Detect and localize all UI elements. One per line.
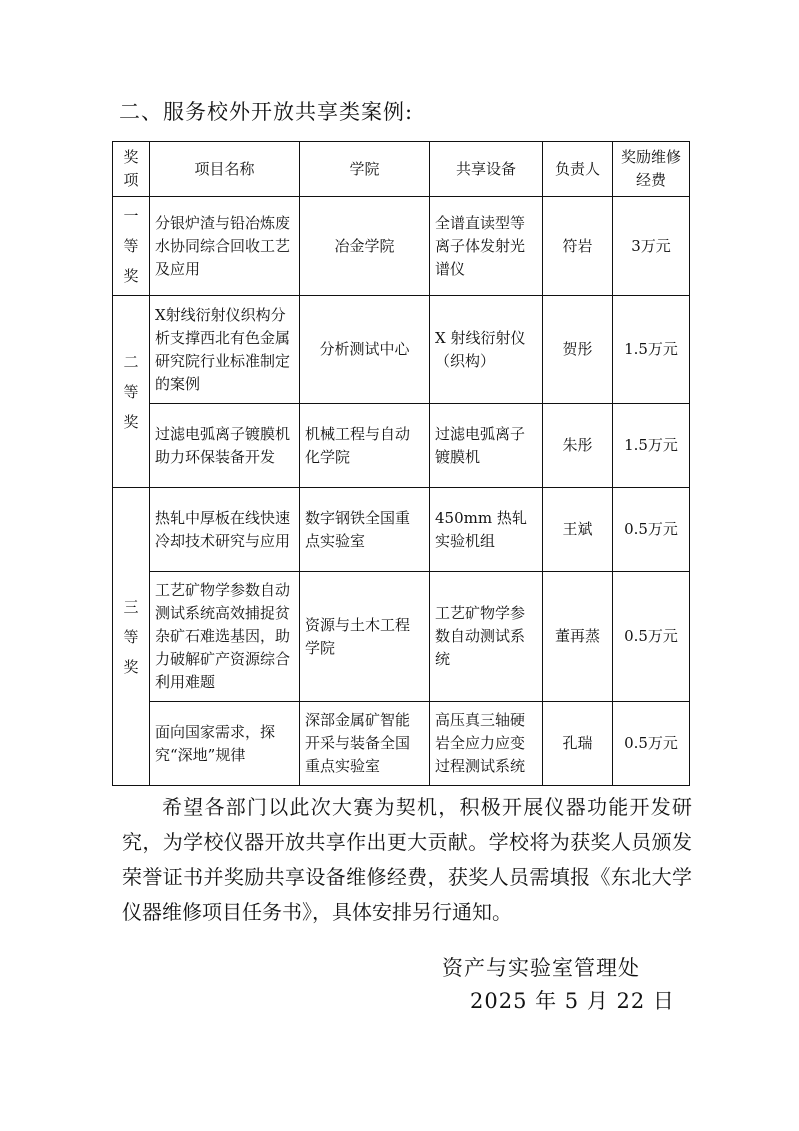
college-name: 资源与土木工程学院 — [300, 572, 430, 702]
equipment-name: 450mm 热轧实验机组 — [430, 488, 543, 572]
table-row — [113, 404, 690, 488]
table-header-row — [113, 142, 690, 197]
project-name: 分银炉渣与铅冶炼废水协同综合回收工艺及应用 — [150, 197, 300, 296]
fund-amount: 1.5万元 — [613, 296, 690, 404]
header-fund: 奖励维修经费 — [613, 142, 690, 197]
project-name: X射线衍射仪织构分析支撑西北有色金属研究院行业标准制定的案例 — [150, 296, 300, 404]
person-name: 符岩 — [543, 197, 613, 296]
section-heading: 二、服务校外开放共享类案例: — [119, 100, 414, 124]
issue-date: 2025 年 5 月 22 日 — [470, 989, 675, 1013]
header-college: 学院 — [300, 142, 430, 197]
college-name: 数字钢铁全国重点实验室 — [300, 488, 430, 572]
person-name: 董再蒸 — [543, 572, 613, 702]
equipment-name: X 射线衍射仪（织构） — [430, 296, 543, 404]
header-project: 项目名称 — [150, 142, 300, 197]
person-name: 朱彤 — [543, 404, 613, 488]
equipment-name: 全谱直读型等离子体发射光谱仪 — [430, 197, 543, 296]
project-name: 工艺矿物学参数自动测试系统高效捕捉贫杂矿石难选基因，助力破解矿产资源综合利用难题 — [150, 572, 300, 702]
header-prize: 奖项 — [113, 142, 150, 197]
prize-level: 一等奖 — [113, 197, 150, 296]
table-row — [113, 197, 690, 296]
project-name: 面向国家需求，探究“深地”规律 — [150, 702, 300, 786]
person-name: 王斌 — [543, 488, 613, 572]
equipment-name: 工艺矿物学参数自动测试系统 — [430, 572, 543, 702]
college-name: 深部金属矿智能开采与装备全国重点实验室 — [300, 702, 430, 786]
prize-level: 二等奖 — [113, 296, 150, 488]
awards-table — [112, 141, 690, 786]
equipment-name: 高压真三轴硬岩全应力应变过程测试系统 — [430, 702, 543, 786]
table-row — [113, 488, 690, 572]
fund-amount: 1.5万元 — [613, 404, 690, 488]
table-row — [113, 702, 690, 786]
equipment-name: 过滤电弧离子镀膜机 — [430, 404, 543, 488]
fund-amount: 3万元 — [613, 197, 690, 296]
issuing-office: 资产与实验室管理处 — [442, 956, 640, 980]
person-name: 贺彤 — [543, 296, 613, 404]
closing-paragraph: 希望各部门以此次大赛为契机，积极开展仪器功能开发研究，为学校仪器开放共享作出更大贡献。学校将为获奖人员颁发荣誉证书并奖励共享设备维修经费，获奖人员需填报《东北大学仪器维修项目任务书》，具体安排另行通知。 — [122, 795, 692, 924]
header-equipment: 共享设备 — [430, 142, 543, 197]
prize-level: 三等奖 — [113, 488, 150, 786]
project-name: 过滤电弧离子镀膜机助力环保装备开发 — [150, 404, 300, 488]
person-name: 孔瑞 — [543, 702, 613, 786]
college-name: 分析测试中心 — [300, 296, 430, 404]
fund-amount: 0.5万元 — [613, 572, 690, 702]
header-person: 负责人 — [543, 142, 613, 197]
college-name: 冶金学院 — [300, 197, 430, 296]
fund-amount: 0.5万元 — [613, 702, 690, 786]
project-name: 热轧中厚板在线快速冷却技术研究与应用 — [150, 488, 300, 572]
college-name: 机械工程与自动化学院 — [300, 404, 430, 488]
fund-amount: 0.5万元 — [613, 488, 690, 572]
table-row — [113, 296, 690, 404]
table-row — [113, 572, 690, 702]
